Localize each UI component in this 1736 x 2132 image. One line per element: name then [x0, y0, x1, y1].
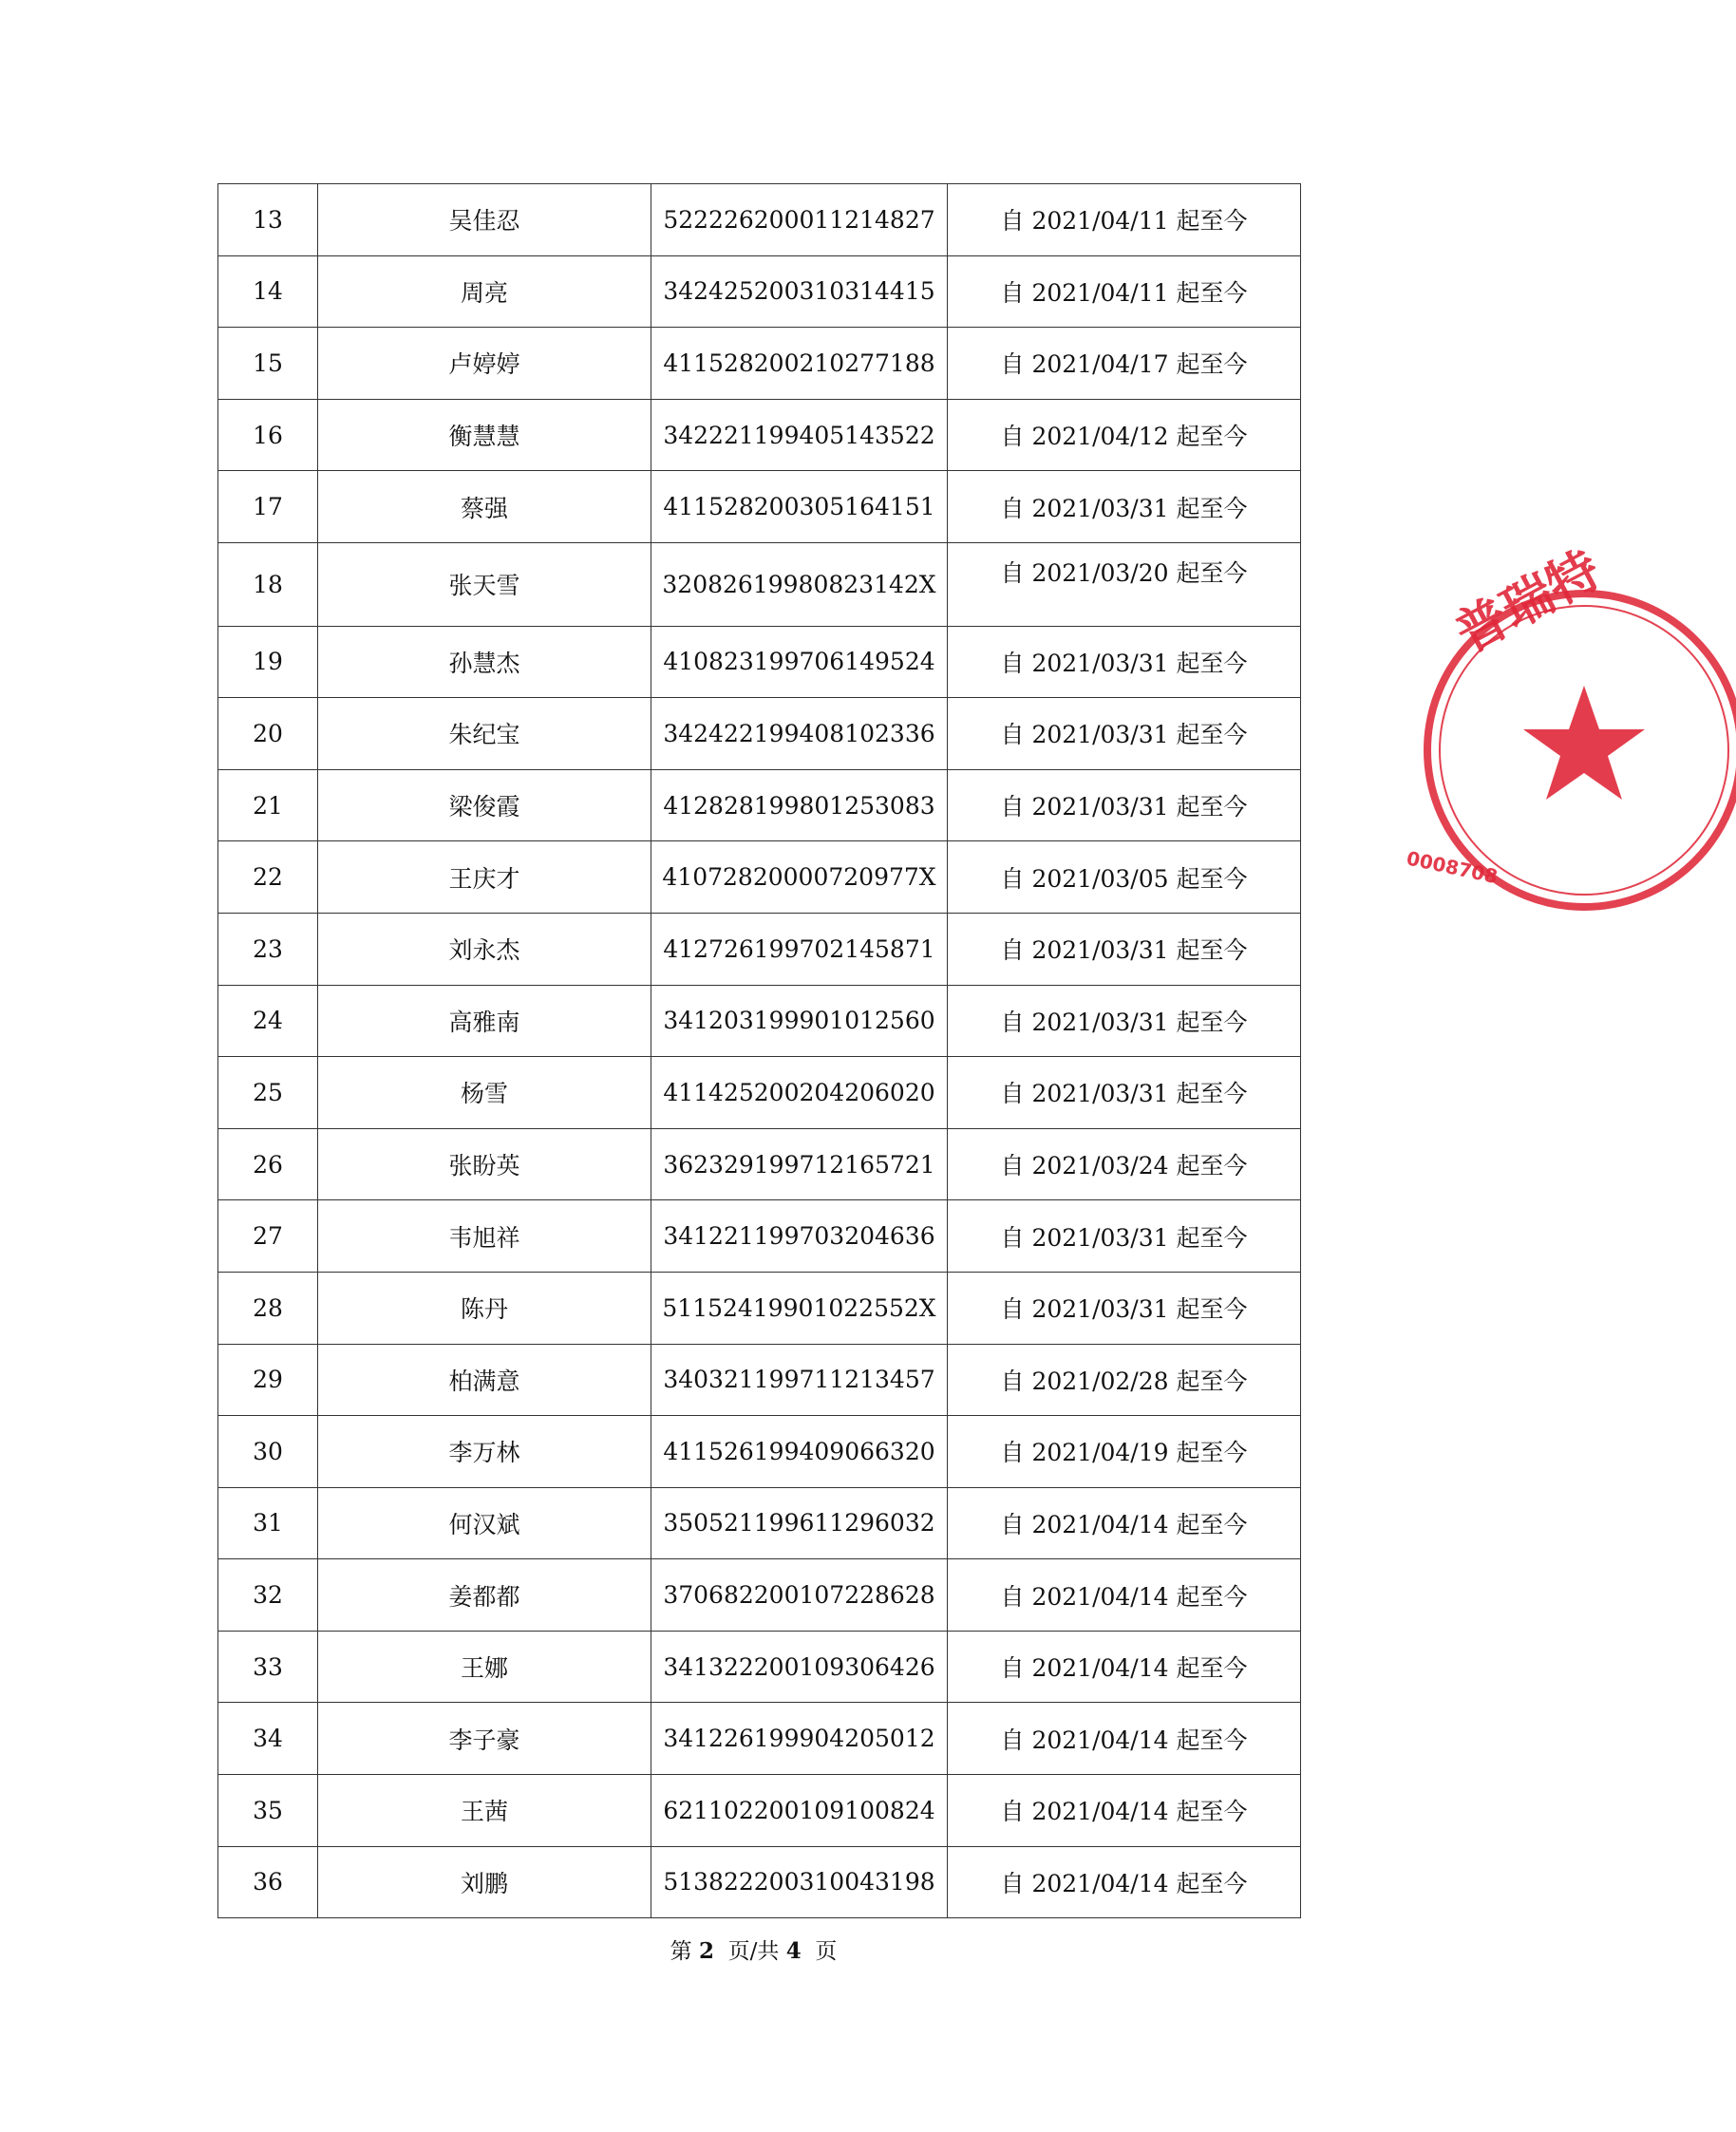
- employment-period-cell: 自 2021/04/14 起至今: [948, 1631, 1301, 1703]
- row-number-cell: 26: [218, 1128, 318, 1200]
- row-number-cell: 35: [218, 1775, 318, 1847]
- employee-name-cell: 吴佳忍: [318, 184, 651, 256]
- table-row: [218, 1846, 1301, 1918]
- employee-name-cell: 衡慧慧: [318, 399, 651, 471]
- company-seal-stamp: [1404, 538, 1611, 921]
- id-number-cell: 341221199703204636: [651, 1200, 948, 1273]
- row-number-cell: 15: [218, 328, 318, 400]
- id-number-cell: 411528200210277188: [651, 328, 948, 400]
- id-number-cell: 341226199904205012: [651, 1703, 948, 1775]
- footer-suffix: 页: [815, 1939, 838, 1964]
- employee-name-cell: 王庆才: [318, 841, 651, 914]
- row-number-cell: 25: [218, 1057, 318, 1129]
- row-number-cell: 36: [218, 1846, 318, 1918]
- employment-period-cell: 自 2021/04/17 起至今: [948, 328, 1301, 400]
- employee-name-cell: 柏满意: [318, 1344, 651, 1416]
- employee-name-cell: 张天雪: [318, 542, 651, 626]
- id-number-cell: 362329199712165721: [651, 1128, 948, 1200]
- table-row: [218, 1775, 1301, 1847]
- id-number-cell: 411425200204206020: [651, 1057, 948, 1129]
- employment-period-cell: 自 2021/03/24 起至今: [948, 1128, 1301, 1200]
- row-number-cell: 24: [218, 985, 318, 1057]
- employee-name-cell: 梁俊霞: [318, 769, 651, 841]
- table-row: [218, 328, 1301, 400]
- employment-period-cell: 自 2021/03/31 起至今: [948, 471, 1301, 543]
- row-number-cell: 14: [218, 255, 318, 328]
- row-number-cell: 34: [218, 1703, 318, 1775]
- table-row: [218, 1200, 1301, 1273]
- employee-name-cell: 杨雪: [318, 1057, 651, 1129]
- employee-name-cell: 卢婷婷: [318, 328, 651, 400]
- id-number-cell: 411526199409066320: [651, 1416, 948, 1488]
- employment-period-cell: 自 2021/03/20 起至今: [948, 542, 1301, 626]
- employee-name-cell: 李子豪: [318, 1703, 651, 1775]
- seal-text: 普瑞特: [1445, 538, 1611, 665]
- row-number-cell: 17: [218, 471, 318, 543]
- table-row: [218, 399, 1301, 471]
- row-number-cell: 29: [218, 1344, 318, 1416]
- id-number-cell: 32082619980823142X: [651, 542, 948, 626]
- id-number-cell: 341322200109306426: [651, 1631, 948, 1703]
- row-number-cell: 32: [218, 1559, 318, 1632]
- row-number-cell: 27: [218, 1200, 318, 1273]
- row-number-cell: 28: [218, 1272, 318, 1344]
- employee-name-cell: 王茜: [318, 1775, 651, 1847]
- table-row: [218, 913, 1301, 985]
- employment-period-cell: 自 2021/03/31 起至今: [948, 626, 1301, 698]
- id-number-cell: 621102200109100824: [651, 1775, 948, 1847]
- footer-prefix: 第: [670, 1939, 692, 1964]
- employment-period-cell: 自 2021/04/14 起至今: [948, 1775, 1301, 1847]
- row-number-cell: 21: [218, 769, 318, 841]
- employment-period-cell: 自 2021/02/28 起至今: [948, 1344, 1301, 1416]
- employment-period-cell: 自 2021/03/31 起至今: [948, 698, 1301, 770]
- id-number-cell: 41072820000720977X: [651, 841, 948, 914]
- row-number-cell: 33: [218, 1631, 318, 1703]
- row-number-cell: 31: [218, 1487, 318, 1559]
- employment-period-cell: 自 2021/04/11 起至今: [948, 255, 1301, 328]
- id-number-cell: 522226200011214827: [651, 184, 948, 256]
- id-number-cell: 370682200107228628: [651, 1559, 948, 1632]
- table-row: [218, 1559, 1301, 1632]
- table-row: [218, 841, 1301, 914]
- id-number-cell: 341203199901012560: [651, 985, 948, 1057]
- table-row: [218, 1703, 1301, 1775]
- table-row: [218, 698, 1301, 770]
- table-row: [218, 1272, 1301, 1344]
- id-number-cell: 342422199408102336: [651, 698, 948, 770]
- table-body: [218, 184, 1301, 1918]
- id-number-cell: 411528200305164151: [651, 471, 948, 543]
- table-row: [218, 626, 1301, 698]
- employment-period-cell: 自 2021/03/31 起至今: [948, 913, 1301, 985]
- seal-graphic: [1404, 538, 1736, 921]
- employment-period-cell: 自 2021/03/31 起至今: [948, 1057, 1301, 1129]
- table-row: [218, 1416, 1301, 1488]
- id-number-cell: 513822200310043198: [651, 1846, 948, 1918]
- page-footer: [0, 1934, 1507, 1965]
- employee-name-cell: 朱纪宝: [318, 698, 651, 770]
- employee-name-cell: 蔡强: [318, 471, 651, 543]
- employment-period-cell: 自 2021/03/31 起至今: [948, 769, 1301, 841]
- seal-code: 0008708: [1404, 846, 1500, 889]
- row-number-cell: 30: [218, 1416, 318, 1488]
- employee-name-cell: 姜都都: [318, 1559, 651, 1632]
- employment-period-cell: 自 2021/03/31 起至今: [948, 1200, 1301, 1273]
- employment-period-cell: 自 2021/04/12 起至今: [948, 399, 1301, 471]
- total-pages-number: 4: [785, 1938, 802, 1964]
- employment-period-cell: 自 2021/04/11 起至今: [948, 184, 1301, 256]
- id-number-cell: 342221199405143522: [651, 399, 948, 471]
- employee-name-cell: 张盼英: [318, 1128, 651, 1200]
- row-number-cell: 22: [218, 841, 318, 914]
- id-number-cell: 342425200310314415: [651, 255, 948, 328]
- table-row: [218, 1487, 1301, 1559]
- table-row: [218, 985, 1301, 1057]
- employment-period-cell: 自 2021/04/14 起至今: [948, 1559, 1301, 1632]
- employment-period-cell: 自 2021/03/05 起至今: [948, 841, 1301, 914]
- table-row: [218, 1344, 1301, 1416]
- employee-name-cell: 高雅南: [318, 985, 651, 1057]
- employment-period-cell: 自 2021/03/31 起至今: [948, 1272, 1301, 1344]
- employment-period-cell: 自 2021/04/14 起至今: [948, 1703, 1301, 1775]
- row-number-cell: 16: [218, 399, 318, 471]
- employee-name-cell: 王娜: [318, 1631, 651, 1703]
- id-number-cell: 412726199702145871: [651, 913, 948, 985]
- id-number-cell: 340321199711213457: [651, 1344, 948, 1416]
- employment-period-cell: 自 2021/04/14 起至今: [948, 1487, 1301, 1559]
- employee-table: [217, 183, 1301, 1918]
- table-row: [218, 255, 1301, 328]
- employee-name-cell: 何汉斌: [318, 1487, 651, 1559]
- table-row: [218, 542, 1301, 626]
- employee-name-cell: 周亮: [318, 255, 651, 328]
- employee-name-cell: 孙慧杰: [318, 626, 651, 698]
- footer-middle: 页/共: [727, 1939, 780, 1964]
- employment-period-cell: 自 2021/03/31 起至今: [948, 985, 1301, 1057]
- id-number-cell: 412828199801253083: [651, 769, 948, 841]
- id-number-cell: 51152419901022552X: [651, 1272, 948, 1344]
- row-number-cell: 13: [218, 184, 318, 256]
- table-row: [218, 184, 1301, 256]
- employment-period-cell: 自 2021/04/19 起至今: [948, 1416, 1301, 1488]
- employee-name-cell: 李万林: [318, 1416, 651, 1488]
- table-row: [218, 769, 1301, 841]
- row-number-cell: 23: [218, 913, 318, 985]
- employee-name-cell: 刘鹏: [318, 1846, 651, 1918]
- table-row: [218, 1128, 1301, 1200]
- employee-name-cell: 陈丹: [318, 1272, 651, 1344]
- employee-name-cell: 韦旭祥: [318, 1200, 651, 1273]
- row-number-cell: 20: [218, 698, 318, 770]
- table-row: [218, 1057, 1301, 1129]
- row-number-cell: 18: [218, 542, 318, 626]
- employee-name-cell: 刘永杰: [318, 913, 651, 985]
- employment-period-cell: 自 2021/04/14 起至今: [948, 1846, 1301, 1918]
- current-page-number: 2: [698, 1938, 714, 1964]
- id-number-cell: 410823199706149524: [651, 626, 948, 698]
- table-row: [218, 1631, 1301, 1703]
- table-row: [218, 471, 1301, 543]
- row-number-cell: 19: [218, 626, 318, 698]
- id-number-cell: 350521199611296032: [651, 1487, 948, 1559]
